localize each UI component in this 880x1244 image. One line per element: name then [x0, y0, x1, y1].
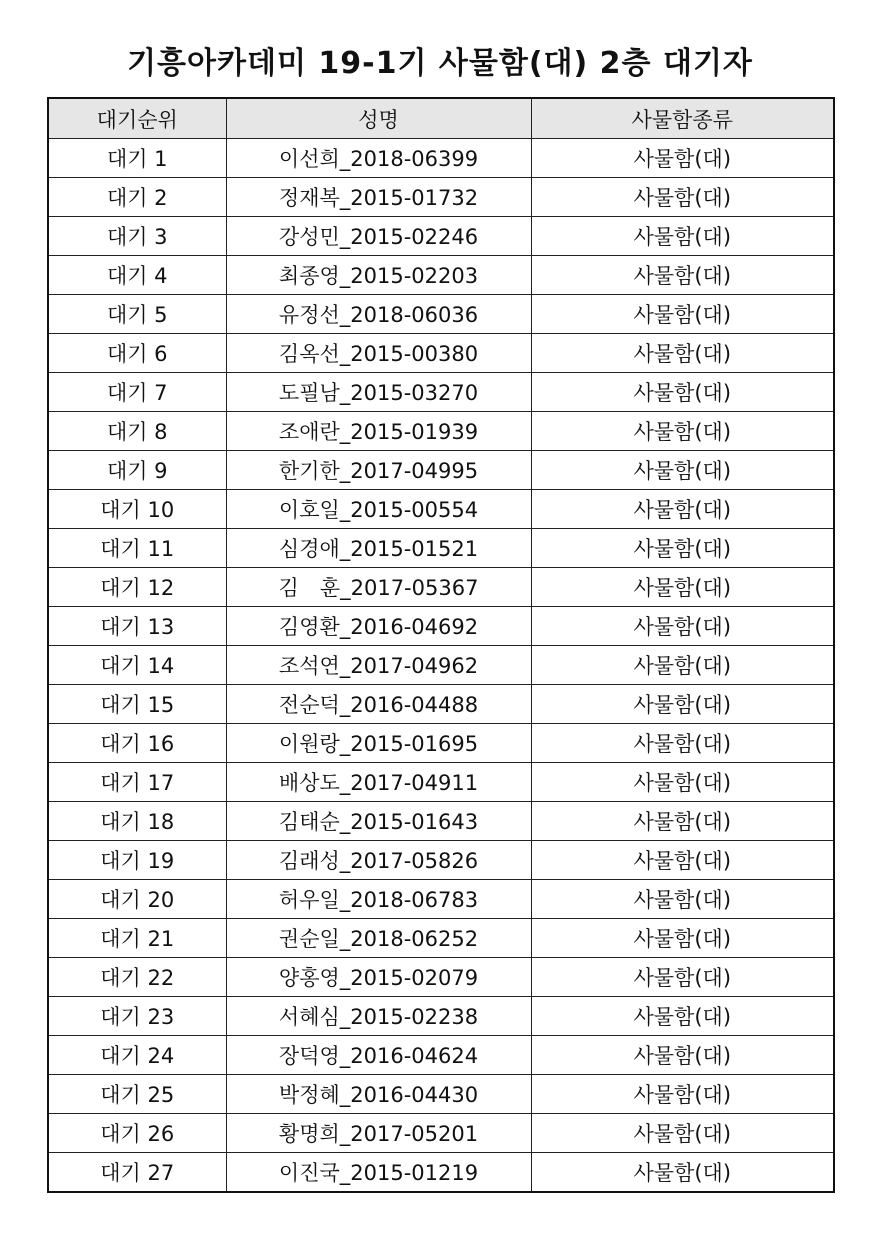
cell-locker-type: 사물함(대) — [531, 1153, 834, 1193]
table-body — [48, 139, 834, 1193]
cell-locker-type: 사물함(대) — [531, 646, 834, 685]
table-row — [48, 1153, 834, 1193]
cell-locker-type: 사물함(대) — [531, 490, 834, 529]
page-title: 기흥아카데미 19-1기 사물함(대) 2층 대기자 — [127, 46, 753, 81]
cell-rank: 대기 24 — [48, 1036, 226, 1075]
cell-locker-type: 사물함(대) — [531, 178, 834, 217]
cell-rank: 대기 22 — [48, 958, 226, 997]
table-row — [48, 880, 834, 919]
cell-locker-type: 사물함(대) — [531, 802, 834, 841]
cell-locker-type: 사물함(대) — [531, 568, 834, 607]
cell-locker-type: 사물함(대) — [531, 295, 834, 334]
cell-rank: 대기 5 — [48, 295, 226, 334]
cell-name: 권순일_2018-06252 — [226, 919, 531, 958]
cell-rank: 대기 6 — [48, 334, 226, 373]
table-row — [48, 178, 834, 217]
cell-rank: 대기 18 — [48, 802, 226, 841]
table-row — [48, 919, 834, 958]
cell-name: 장덕영_2016-04624 — [226, 1036, 531, 1075]
table-row — [48, 607, 834, 646]
cell-name: 한기한_2017-04995 — [226, 451, 531, 490]
cell-locker-type: 사물함(대) — [531, 685, 834, 724]
cell-name: 도필남_2015-03270 — [226, 373, 531, 412]
cell-rank: 대기 25 — [48, 1075, 226, 1114]
cell-rank: 대기 21 — [48, 919, 226, 958]
cell-rank: 대기 7 — [48, 373, 226, 412]
cell-rank: 대기 27 — [48, 1153, 226, 1193]
table-row — [48, 958, 834, 997]
table-row — [48, 529, 834, 568]
cell-name: 전순덕_2016-04488 — [226, 685, 531, 724]
cell-locker-type: 사물함(대) — [531, 1036, 834, 1075]
cell-locker-type: 사물함(대) — [531, 139, 834, 178]
cell-locker-type: 사물함(대) — [531, 256, 834, 295]
cell-rank: 대기 9 — [48, 451, 226, 490]
header-rank: 대기순위 — [48, 98, 226, 139]
waitlist-table — [47, 97, 835, 1193]
table-row — [48, 646, 834, 685]
cell-name: 이진국_2015-01219 — [226, 1153, 531, 1193]
table-row — [48, 724, 834, 763]
table-row — [48, 490, 834, 529]
cell-name: 조석연_2017-04962 — [226, 646, 531, 685]
cell-rank: 대기 10 — [48, 490, 226, 529]
cell-rank: 대기 13 — [48, 607, 226, 646]
cell-name: 김영환_2016-04692 — [226, 607, 531, 646]
table-row — [48, 295, 834, 334]
cell-name: 이원랑_2015-01695 — [226, 724, 531, 763]
header-locker-type: 사물함종류 — [531, 98, 834, 139]
cell-name: 김 훈_2017-05367 — [226, 568, 531, 607]
table-header-row — [48, 98, 834, 139]
cell-locker-type: 사물함(대) — [531, 217, 834, 256]
cell-rank: 대기 19 — [48, 841, 226, 880]
cell-rank: 대기 15 — [48, 685, 226, 724]
cell-name: 심경애_2015-01521 — [226, 529, 531, 568]
table-row — [48, 685, 834, 724]
cell-rank: 대기 3 — [48, 217, 226, 256]
cell-rank: 대기 26 — [48, 1114, 226, 1153]
table-row — [48, 334, 834, 373]
cell-rank: 대기 12 — [48, 568, 226, 607]
table-row — [48, 802, 834, 841]
cell-name: 강성민_2015-02246 — [226, 217, 531, 256]
cell-locker-type: 사물함(대) — [531, 451, 834, 490]
cell-rank: 대기 17 — [48, 763, 226, 802]
cell-locker-type: 사물함(대) — [531, 841, 834, 880]
cell-rank: 대기 11 — [48, 529, 226, 568]
cell-locker-type: 사물함(대) — [531, 763, 834, 802]
cell-locker-type: 사물함(대) — [531, 880, 834, 919]
table-row — [48, 997, 834, 1036]
table-row — [48, 1036, 834, 1075]
cell-name: 허우일_2018-06783 — [226, 880, 531, 919]
table-row — [48, 256, 834, 295]
cell-locker-type: 사물함(대) — [531, 919, 834, 958]
table-row — [48, 763, 834, 802]
cell-locker-type: 사물함(대) — [531, 997, 834, 1036]
cell-name: 김래성_2017-05826 — [226, 841, 531, 880]
cell-name: 김태순_2015-01643 — [226, 802, 531, 841]
table-row — [48, 412, 834, 451]
cell-rank: 대기 14 — [48, 646, 226, 685]
cell-name: 김옥선_2015-00380 — [226, 334, 531, 373]
cell-rank: 대기 16 — [48, 724, 226, 763]
cell-locker-type: 사물함(대) — [531, 529, 834, 568]
table-row — [48, 217, 834, 256]
cell-name: 정재복_2015-01732 — [226, 178, 531, 217]
cell-rank: 대기 8 — [48, 412, 226, 451]
cell-name: 배상도_2017-04911 — [226, 763, 531, 802]
table-row — [48, 841, 834, 880]
cell-name: 이호일_2015-00554 — [226, 490, 531, 529]
cell-rank: 대기 1 — [48, 139, 226, 178]
header-name: 성명 — [226, 98, 531, 139]
cell-locker-type: 사물함(대) — [531, 334, 834, 373]
cell-name: 조애란_2015-01939 — [226, 412, 531, 451]
cell-name: 유정선_2018-06036 — [226, 295, 531, 334]
cell-locker-type: 사물함(대) — [531, 607, 834, 646]
table-row — [48, 451, 834, 490]
cell-locker-type: 사물함(대) — [531, 373, 834, 412]
cell-name: 박정혜_2016-04430 — [226, 1075, 531, 1114]
table-row — [48, 373, 834, 412]
cell-rank: 대기 4 — [48, 256, 226, 295]
cell-rank: 대기 2 — [48, 178, 226, 217]
cell-locker-type: 사물함(대) — [531, 958, 834, 997]
cell-locker-type: 사물함(대) — [531, 412, 834, 451]
cell-name: 양홍영_2015-02079 — [226, 958, 531, 997]
cell-rank: 대기 23 — [48, 997, 226, 1036]
cell-name: 황명희_2017-05201 — [226, 1114, 531, 1153]
cell-locker-type: 사물함(대) — [531, 1114, 834, 1153]
table-row — [48, 1075, 834, 1114]
cell-rank: 대기 20 — [48, 880, 226, 919]
table-row — [48, 139, 834, 178]
cell-name: 이선희_2018-06399 — [226, 139, 531, 178]
cell-name: 서혜심_2015-02238 — [226, 997, 531, 1036]
table-row — [48, 1114, 834, 1153]
cell-name: 최종영_2015-02203 — [226, 256, 531, 295]
cell-locker-type: 사물함(대) — [531, 1075, 834, 1114]
cell-locker-type: 사물함(대) — [531, 724, 834, 763]
table-row — [48, 568, 834, 607]
